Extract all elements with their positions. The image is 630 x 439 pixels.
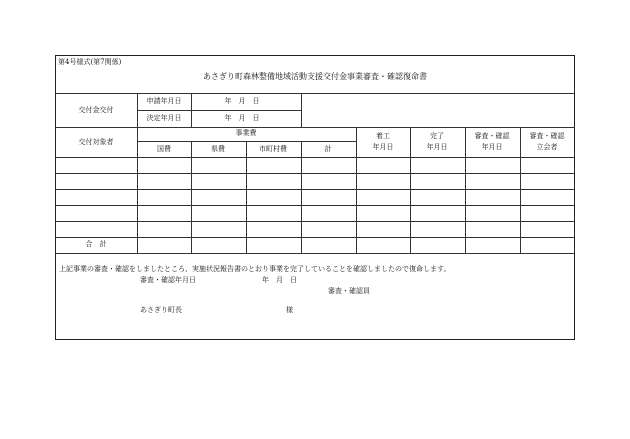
footer-review-date-label: 審査・確認年月日	[140, 276, 196, 284]
issuance-label: 交付金交付	[78, 106, 114, 114]
complete-label-line2: 年月日	[426, 143, 448, 151]
rule-issuance-bottom	[55, 127, 575, 128]
footer-statement: 上記事業の審査・確認をしましたところ、実施状況報告書のとおり事業を完了していることを確認しましたので復命します。	[59, 265, 451, 273]
col-line-3	[246, 141, 247, 253]
rule-row-2	[55, 189, 575, 190]
col-line-5	[356, 127, 357, 253]
start-label-line1: 着工	[376, 132, 390, 140]
start-label-line2: 年月日	[372, 143, 394, 151]
col-line-6	[410, 127, 411, 253]
col-line-1	[137, 93, 138, 253]
review-witness-label-line2: 立会者	[536, 143, 558, 151]
rule-row-5	[55, 237, 575, 238]
rule-issuance-middle	[137, 110, 301, 111]
cost-col-prefecture: 県費	[211, 145, 225, 153]
cost-col-total: 計	[324, 145, 332, 153]
cost-col-national: 国費	[157, 145, 171, 153]
form-number: 第4号様式(第7関係)	[58, 58, 122, 66]
cost-col-municipal: 市町村費	[259, 145, 287, 153]
review-witness-label-line1: 審査・確認	[529, 132, 565, 140]
footer-honorific: 様	[286, 306, 293, 314]
decision-date-label: 決定年月日	[146, 114, 182, 122]
target-label: 交付対象者	[78, 138, 114, 146]
col-line-issuance-label	[191, 93, 192, 127]
rule-row-3	[55, 205, 575, 206]
footer-mayor-label: あさぎり町長	[140, 306, 182, 314]
col-line-7	[465, 127, 466, 253]
form-title: あさぎり町森林整備地域活動支援交付金事業審査・確認復命書	[203, 72, 427, 81]
rule-table-bottom	[55, 253, 575, 254]
project-cost-label: 事業費	[235, 129, 257, 137]
application-date-label: 申請年月日	[146, 97, 182, 105]
col-line-4	[301, 141, 302, 253]
review-date-label-line2: 年月日	[481, 143, 503, 151]
complete-label-line1: 完了	[430, 132, 444, 140]
review-date-label-line1: 審査・確認	[474, 132, 510, 140]
footer-reviewer-label: 審査・確認員	[328, 287, 370, 295]
col-line-issuance-end	[301, 93, 302, 127]
rule-row-1	[55, 173, 575, 174]
col-line-2	[191, 141, 192, 253]
decision-date-value: 年 月 日	[224, 114, 260, 122]
footer-review-date-value: 年 月 日	[262, 276, 297, 284]
application-date-value: 年 月 日	[224, 97, 260, 105]
rule-header-bottom	[55, 157, 575, 158]
form-frame	[55, 55, 575, 340]
rule-top-table	[55, 93, 575, 94]
col-line-8	[520, 127, 521, 253]
total-row-label: 合 計	[85, 240, 107, 248]
rule-row-4	[55, 221, 575, 222]
